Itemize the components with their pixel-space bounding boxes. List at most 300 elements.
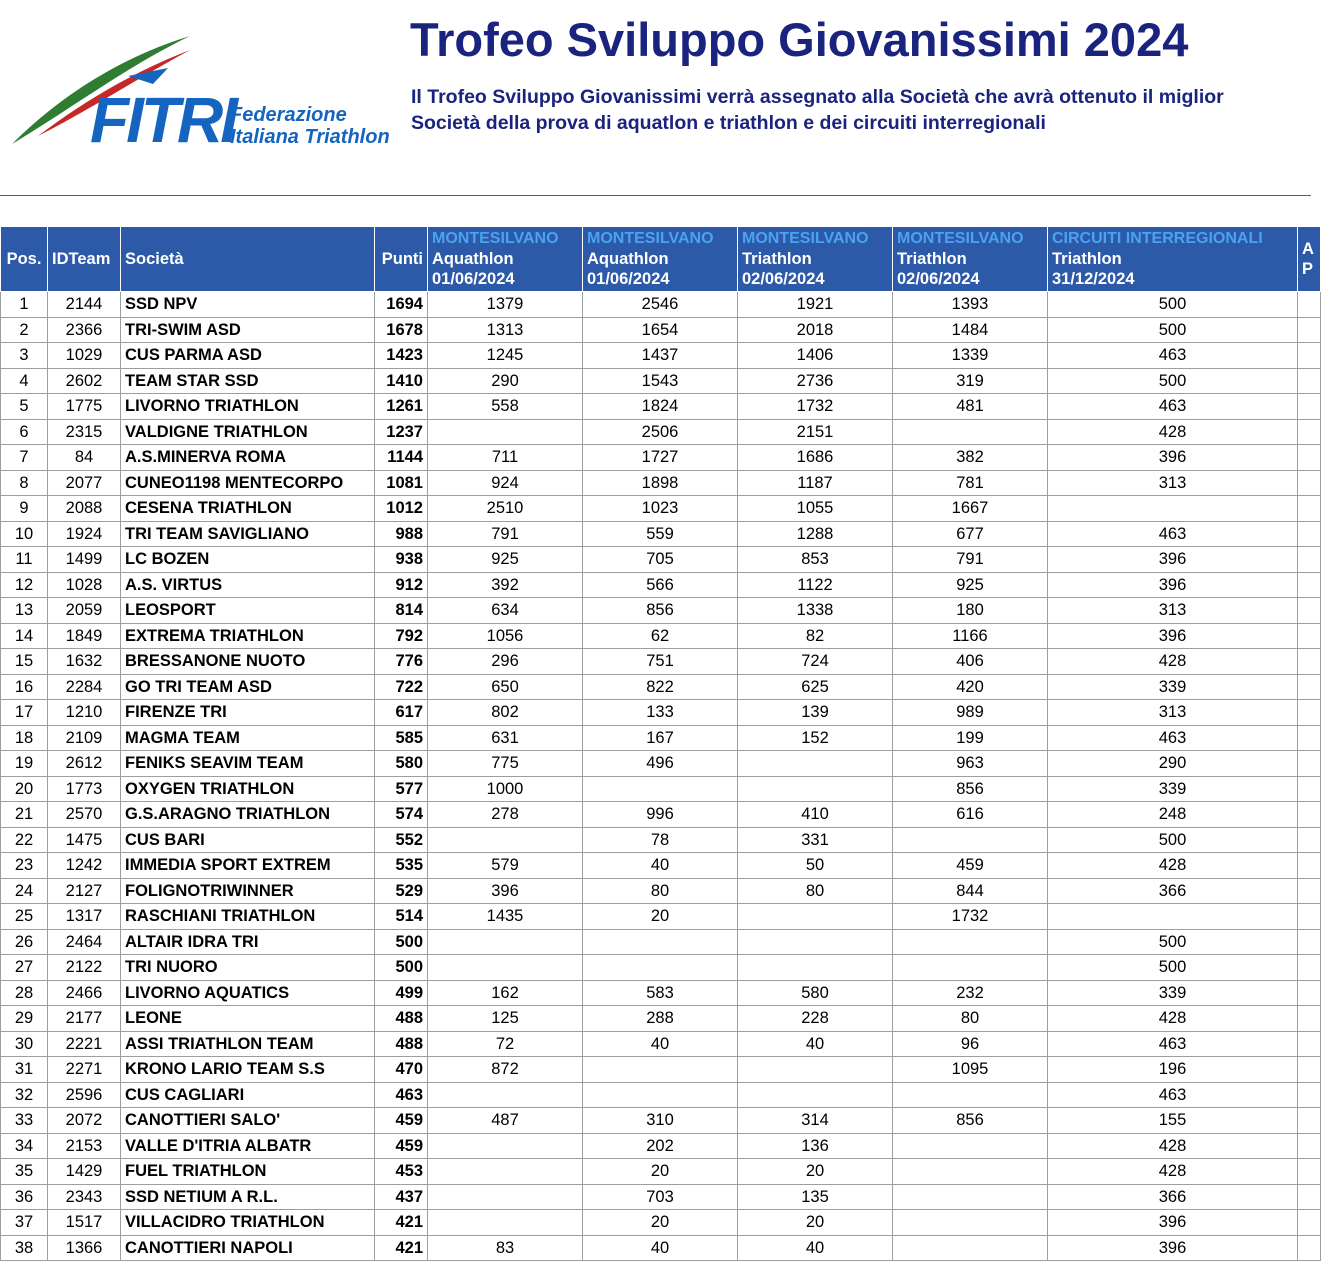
cell-event-1: 83 [428, 1235, 583, 1261]
cell-pos: 27 [1, 955, 48, 981]
cell-event-3 [738, 955, 893, 981]
cell-event-3: 40 [738, 1235, 893, 1261]
cell-event-2 [583, 1057, 738, 1083]
cell-event-5: 500 [1048, 368, 1298, 394]
cell-event-5: 248 [1048, 802, 1298, 828]
cell-event-1: 1245 [428, 343, 583, 369]
cell-event-4: 781 [893, 470, 1048, 496]
cell-event-5: 155 [1048, 1108, 1298, 1134]
cell-event-4: 406 [893, 649, 1048, 675]
table-row[interactable] [1, 317, 1321, 343]
fitri-logo [8, 28, 408, 158]
cell-event-5: 500 [1048, 292, 1298, 318]
table-row[interactable] [1, 470, 1321, 496]
subtitle-line-2: Società della prova di aquatlon e triathlon e dei circuiti interregionali [411, 112, 1046, 134]
cell-event-5: 290 [1048, 751, 1298, 777]
cell-event-2: 40 [583, 1031, 738, 1057]
cell-event-4: 180 [893, 598, 1048, 624]
cell-event-5 [1048, 496, 1298, 522]
cell-idteam: 2153 [48, 1133, 121, 1159]
table-row[interactable] [1, 802, 1321, 828]
cell-punti: 552 [375, 827, 428, 853]
col-pos-header[interactable]: Pos. [1, 227, 48, 292]
event-2-name: Aquathlon [587, 250, 669, 268]
cell-pos: 28 [1, 980, 48, 1006]
cell-event-4: 80 [893, 1006, 1048, 1032]
cell-event-1: 872 [428, 1057, 583, 1083]
cell-pos: 37 [1, 1210, 48, 1236]
cell-pos: 3 [1, 343, 48, 369]
cell-event-3: 2151 [738, 419, 893, 445]
cell-extra [1298, 929, 1321, 955]
table-row[interactable] [1, 572, 1321, 598]
cell-event-4: 232 [893, 980, 1048, 1006]
page-subtitle [411, 84, 1224, 136]
cell-idteam: 1429 [48, 1159, 121, 1185]
cell-pos: 33 [1, 1108, 48, 1134]
cell-extra [1298, 904, 1321, 930]
table-row[interactable] [1, 368, 1321, 394]
cell-event-3: 580 [738, 980, 893, 1006]
cell-punti: 488 [375, 1006, 428, 1032]
table-row[interactable] [1, 853, 1321, 879]
cell-pos: 30 [1, 1031, 48, 1057]
cell-event-5: 428 [1048, 649, 1298, 675]
cell-event-2: 703 [583, 1184, 738, 1210]
cell-event-1: 925 [428, 547, 583, 573]
cell-event-5: 463 [1048, 343, 1298, 369]
event-5-name: Triathlon [1052, 250, 1122, 268]
cell-event-5: 313 [1048, 700, 1298, 726]
cell-idteam: 2466 [48, 980, 121, 1006]
cell-punti: 1410 [375, 368, 428, 394]
cell-punti: 437 [375, 1184, 428, 1210]
cell-event-5: 339 [1048, 674, 1298, 700]
cell-event-4 [893, 955, 1048, 981]
cell-pos: 17 [1, 700, 48, 726]
cell-event-1: 2510 [428, 496, 583, 522]
cell-event-5: 428 [1048, 1133, 1298, 1159]
cell-extra [1298, 725, 1321, 751]
cell-pos: 38 [1, 1235, 48, 1261]
cell-event-4 [893, 1133, 1048, 1159]
cell-idteam: 2284 [48, 674, 121, 700]
ranking-table-container [0, 226, 1314, 1262]
cell-societa: CUNEO1198 MENTECORPO [121, 470, 375, 496]
cell-event-4: 677 [893, 521, 1048, 547]
table-row[interactable] [1, 827, 1321, 853]
cell-event-1 [428, 1133, 583, 1159]
cell-event-4: 1095 [893, 1057, 1048, 1083]
cell-idteam: 2343 [48, 1184, 121, 1210]
cell-event-3: 20 [738, 1210, 893, 1236]
cell-event-5: 500 [1048, 929, 1298, 955]
cell-idteam: 1366 [48, 1235, 121, 1261]
cell-event-4 [893, 827, 1048, 853]
cell-extra [1298, 802, 1321, 828]
cell-extra [1298, 317, 1321, 343]
cell-extra [1298, 674, 1321, 700]
cell-extra [1298, 1057, 1321, 1083]
cell-punti: 1144 [375, 445, 428, 471]
cell-extra [1298, 1235, 1321, 1261]
cell-punti: 499 [375, 980, 428, 1006]
cell-idteam: 2127 [48, 878, 121, 904]
cell-societa: CANOTTIERI NAPOLI [121, 1235, 375, 1261]
table-row[interactable] [1, 878, 1321, 904]
cell-event-4: 382 [893, 445, 1048, 471]
cell-punti: 814 [375, 598, 428, 624]
cell-societa: FIRENZE TRI [121, 700, 375, 726]
table-row[interactable] [1, 623, 1321, 649]
cell-extra [1298, 445, 1321, 471]
cell-event-2: 133 [583, 700, 738, 726]
cell-punti: 488 [375, 1031, 428, 1057]
logo-wordmark: FITRI [90, 84, 235, 156]
cell-event-4 [893, 1159, 1048, 1185]
col-event-1-header[interactable] [428, 227, 583, 292]
cell-event-2: 62 [583, 623, 738, 649]
table-row[interactable] [1, 725, 1321, 751]
cell-idteam: 1317 [48, 904, 121, 930]
cell-pos: 11 [1, 547, 48, 573]
cell-event-4: 1393 [893, 292, 1048, 318]
col-event-3-header[interactable] [738, 227, 893, 292]
cell-extra [1298, 572, 1321, 598]
event-5-date: 31/12/2024 [1052, 270, 1135, 288]
event-1-name: Aquathlon [432, 250, 514, 268]
cell-event-3: 82 [738, 623, 893, 649]
cell-extra [1298, 521, 1321, 547]
table-row[interactable] [1, 649, 1321, 675]
cell-punti: 988 [375, 521, 428, 547]
cell-pos: 15 [1, 649, 48, 675]
cell-extra [1298, 700, 1321, 726]
cell-punti: 1012 [375, 496, 428, 522]
cell-punti: 453 [375, 1159, 428, 1185]
cell-punti: 514 [375, 904, 428, 930]
cell-pos: 2 [1, 317, 48, 343]
cell-societa: CESENA TRIATHLON [121, 496, 375, 522]
cell-extra [1298, 1031, 1321, 1057]
cell-event-3: 1921 [738, 292, 893, 318]
cell-event-5: 428 [1048, 1006, 1298, 1032]
cell-idteam: 1210 [48, 700, 121, 726]
cell-event-3 [738, 929, 893, 955]
cell-pos: 23 [1, 853, 48, 879]
cell-extra [1298, 292, 1321, 318]
col-event-4-header[interactable] [893, 227, 1048, 292]
cell-event-1 [428, 827, 583, 853]
table-row[interactable] [1, 904, 1321, 930]
cell-extra [1298, 878, 1321, 904]
cell-extra [1298, 827, 1321, 853]
col-event-2-header[interactable] [583, 227, 738, 292]
cell-event-4: 1166 [893, 623, 1048, 649]
cell-event-5 [1048, 904, 1298, 930]
cell-punti: 1694 [375, 292, 428, 318]
cell-event-4: 1339 [893, 343, 1048, 369]
cell-event-1: 631 [428, 725, 583, 751]
cell-extra [1298, 853, 1321, 879]
cell-pos: 22 [1, 827, 48, 853]
cell-extra [1298, 394, 1321, 420]
cell-event-3: 135 [738, 1184, 893, 1210]
cell-societa: LEOSPORT [121, 598, 375, 624]
cell-extra [1298, 496, 1321, 522]
cell-idteam: 2271 [48, 1057, 121, 1083]
cell-idteam: 2059 [48, 598, 121, 624]
table-row[interactable] [1, 1210, 1321, 1236]
cell-pos: 18 [1, 725, 48, 751]
logo-federation-line2: Italiana Triathlon [230, 126, 390, 148]
cell-punti: 574 [375, 802, 428, 828]
cell-event-3: 136 [738, 1133, 893, 1159]
cell-event-2: 1543 [583, 368, 738, 394]
cell-event-1: 392 [428, 572, 583, 598]
cell-event-4: 1484 [893, 317, 1048, 343]
table-row[interactable] [1, 700, 1321, 726]
cell-event-4: 481 [893, 394, 1048, 420]
cell-societa: CUS BARI [121, 827, 375, 853]
cell-event-5: 339 [1048, 980, 1298, 1006]
cell-event-1 [428, 1082, 583, 1108]
cell-extra [1298, 1210, 1321, 1236]
table-row[interactable] [1, 1159, 1321, 1185]
cell-extra [1298, 343, 1321, 369]
cell-event-5: 428 [1048, 419, 1298, 445]
event-4-venue: MONTESILVANO [897, 230, 1024, 247]
cell-extra [1298, 1082, 1321, 1108]
cell-event-1: 278 [428, 802, 583, 828]
cell-punti: 459 [375, 1133, 428, 1159]
cell-pos: 35 [1, 1159, 48, 1185]
cell-event-3 [738, 904, 893, 930]
cell-event-5: 428 [1048, 1159, 1298, 1185]
cell-societa: LC BOZEN [121, 547, 375, 573]
cell-societa: ASSI TRIATHLON TEAM [121, 1031, 375, 1057]
cell-societa: FUEL TRIATHLON [121, 1159, 375, 1185]
table-row[interactable] [1, 1031, 1321, 1057]
cell-event-1: 1313 [428, 317, 583, 343]
table-row[interactable] [1, 343, 1321, 369]
cell-punti: 1237 [375, 419, 428, 445]
cell-event-2: 1898 [583, 470, 738, 496]
cell-pos: 13 [1, 598, 48, 624]
cell-event-4: 925 [893, 572, 1048, 598]
cell-event-2: 40 [583, 853, 738, 879]
cell-societa: G.S.ARAGNO TRIATHLON [121, 802, 375, 828]
cell-event-1: 791 [428, 521, 583, 547]
table-row[interactable] [1, 496, 1321, 522]
cell-event-1: 296 [428, 649, 583, 675]
cell-idteam: 2088 [48, 496, 121, 522]
cell-pos: 29 [1, 1006, 48, 1032]
cell-punti: 421 [375, 1210, 428, 1236]
cell-event-1 [428, 1184, 583, 1210]
extra-header-line2: P [1302, 260, 1314, 278]
table-row[interactable] [1, 674, 1321, 700]
table-row[interactable] [1, 1235, 1321, 1261]
cell-pos: 5 [1, 394, 48, 420]
cell-event-3: 1187 [738, 470, 893, 496]
cell-event-2: 496 [583, 751, 738, 777]
cell-event-2: 1824 [583, 394, 738, 420]
cell-event-3 [738, 1082, 893, 1108]
cell-event-2: 751 [583, 649, 738, 675]
cell-societa: SSD NETIUM A R.L. [121, 1184, 375, 1210]
cell-event-2: 559 [583, 521, 738, 547]
cell-idteam: 2109 [48, 725, 121, 751]
cell-event-3: 1732 [738, 394, 893, 420]
col-event-5-header[interactable] [1048, 227, 1298, 292]
table-row[interactable] [1, 547, 1321, 573]
cell-punti: 470 [375, 1057, 428, 1083]
table-row[interactable] [1, 1108, 1321, 1134]
cell-event-2 [583, 955, 738, 981]
table-row[interactable] [1, 955, 1321, 981]
cell-event-1: 558 [428, 394, 583, 420]
event-1-date: 01/06/2024 [432, 270, 515, 288]
table-row[interactable] [1, 292, 1321, 318]
table-row[interactable] [1, 776, 1321, 802]
cell-idteam: 1517 [48, 1210, 121, 1236]
table-row[interactable] [1, 929, 1321, 955]
cell-punti: 792 [375, 623, 428, 649]
cell-idteam: 2596 [48, 1082, 121, 1108]
cell-event-3: 1288 [738, 521, 893, 547]
cell-event-3: 1406 [738, 343, 893, 369]
table-row[interactable] [1, 1184, 1321, 1210]
cell-punti: 585 [375, 725, 428, 751]
cell-idteam: 2144 [48, 292, 121, 318]
cell-idteam: 2570 [48, 802, 121, 828]
cell-event-4: 856 [893, 776, 1048, 802]
col-societa-header[interactable]: Società [121, 227, 375, 292]
table-row[interactable] [1, 1133, 1321, 1159]
cell-idteam: 1775 [48, 394, 121, 420]
cell-event-4: 963 [893, 751, 1048, 777]
cell-punti: 529 [375, 878, 428, 904]
table-row[interactable] [1, 394, 1321, 420]
cell-societa: CUS CAGLIARI [121, 1082, 375, 1108]
cell-idteam: 1773 [48, 776, 121, 802]
cell-event-2: 167 [583, 725, 738, 751]
col-idteam-header[interactable]: IDTeam [48, 227, 121, 292]
col-punti-header[interactable]: Punti [375, 227, 428, 292]
cell-event-1 [428, 955, 583, 981]
cell-event-2 [583, 1082, 738, 1108]
event-2-venue: MONTESILVANO [587, 230, 714, 247]
cell-extra [1298, 1133, 1321, 1159]
cell-event-5: 463 [1048, 1082, 1298, 1108]
table-row[interactable] [1, 445, 1321, 471]
cell-idteam: 84 [48, 445, 121, 471]
table-row[interactable] [1, 980, 1321, 1006]
cell-event-2: 996 [583, 802, 738, 828]
cell-societa: VILLACIDRO TRIATHLON [121, 1210, 375, 1236]
cell-event-3: 724 [738, 649, 893, 675]
event-3-venue: MONTESILVANO [742, 230, 869, 247]
cell-punti: 1678 [375, 317, 428, 343]
cell-pos: 20 [1, 776, 48, 802]
cell-event-3: 1686 [738, 445, 893, 471]
cell-societa: A.S. VIRTUS [121, 572, 375, 598]
cell-event-1 [428, 1159, 583, 1185]
cell-event-5: 463 [1048, 1031, 1298, 1057]
cell-event-1 [428, 929, 583, 955]
cell-event-3: 331 [738, 827, 893, 853]
cell-extra [1298, 955, 1321, 981]
cell-event-2: 2506 [583, 419, 738, 445]
cell-societa: LIVORNO AQUATICS [121, 980, 375, 1006]
cell-event-3: 50 [738, 853, 893, 879]
cell-idteam: 2122 [48, 955, 121, 981]
cell-societa: LEONE [121, 1006, 375, 1032]
table-row[interactable] [1, 1006, 1321, 1032]
cell-event-5: 396 [1048, 572, 1298, 598]
col-extra-header[interactable] [1298, 227, 1321, 292]
cell-event-5: 463 [1048, 394, 1298, 420]
table-row[interactable] [1, 1057, 1321, 1083]
table-row[interactable] [1, 751, 1321, 777]
table-row[interactable] [1, 419, 1321, 445]
cell-event-1: 1056 [428, 623, 583, 649]
ranking-table-body [1, 292, 1321, 1261]
cell-event-4 [893, 1210, 1048, 1236]
cell-event-4: 1732 [893, 904, 1048, 930]
cell-pos: 16 [1, 674, 48, 700]
table-row[interactable] [1, 521, 1321, 547]
cell-extra [1298, 419, 1321, 445]
cell-societa: VALDIGNE TRIATHLON [121, 419, 375, 445]
cell-event-1: 650 [428, 674, 583, 700]
cell-event-3: 410 [738, 802, 893, 828]
cell-event-5: 339 [1048, 776, 1298, 802]
cell-societa: CANOTTIERI SALO' [121, 1108, 375, 1134]
cell-idteam: 1028 [48, 572, 121, 598]
cell-event-1: 579 [428, 853, 583, 879]
cell-event-4: 96 [893, 1031, 1048, 1057]
cell-extra [1298, 470, 1321, 496]
cell-event-5: 428 [1048, 853, 1298, 879]
cell-societa: OXYGEN TRIATHLON [121, 776, 375, 802]
subtitle-line-1: Il Trofeo Sviluppo Giovanissimi verrà assegnato alla Società che avrà ottenuto il miglior [411, 86, 1224, 108]
ranking-table [0, 226, 1321, 1261]
cell-event-2: 1654 [583, 317, 738, 343]
cell-idteam: 1924 [48, 521, 121, 547]
cell-pos: 12 [1, 572, 48, 598]
cell-punti: 1261 [375, 394, 428, 420]
table-row[interactable] [1, 598, 1321, 624]
cell-event-1: 711 [428, 445, 583, 471]
cell-event-2: 40 [583, 1235, 738, 1261]
cell-societa: EXTREMA TRIATHLON [121, 623, 375, 649]
cell-event-2: 20 [583, 1210, 738, 1236]
cell-event-3: 625 [738, 674, 893, 700]
table-row[interactable] [1, 1082, 1321, 1108]
cell-idteam: 2315 [48, 419, 121, 445]
cell-pos: 9 [1, 496, 48, 522]
cell-societa: TRI NUORO [121, 955, 375, 981]
cell-idteam: 2072 [48, 1108, 121, 1134]
cell-event-5: 500 [1048, 827, 1298, 853]
cell-event-1: 802 [428, 700, 583, 726]
cell-event-3 [738, 776, 893, 802]
cell-event-1: 125 [428, 1006, 583, 1032]
cell-societa: RASCHIANI TRIATHLON [121, 904, 375, 930]
cell-event-1 [428, 419, 583, 445]
